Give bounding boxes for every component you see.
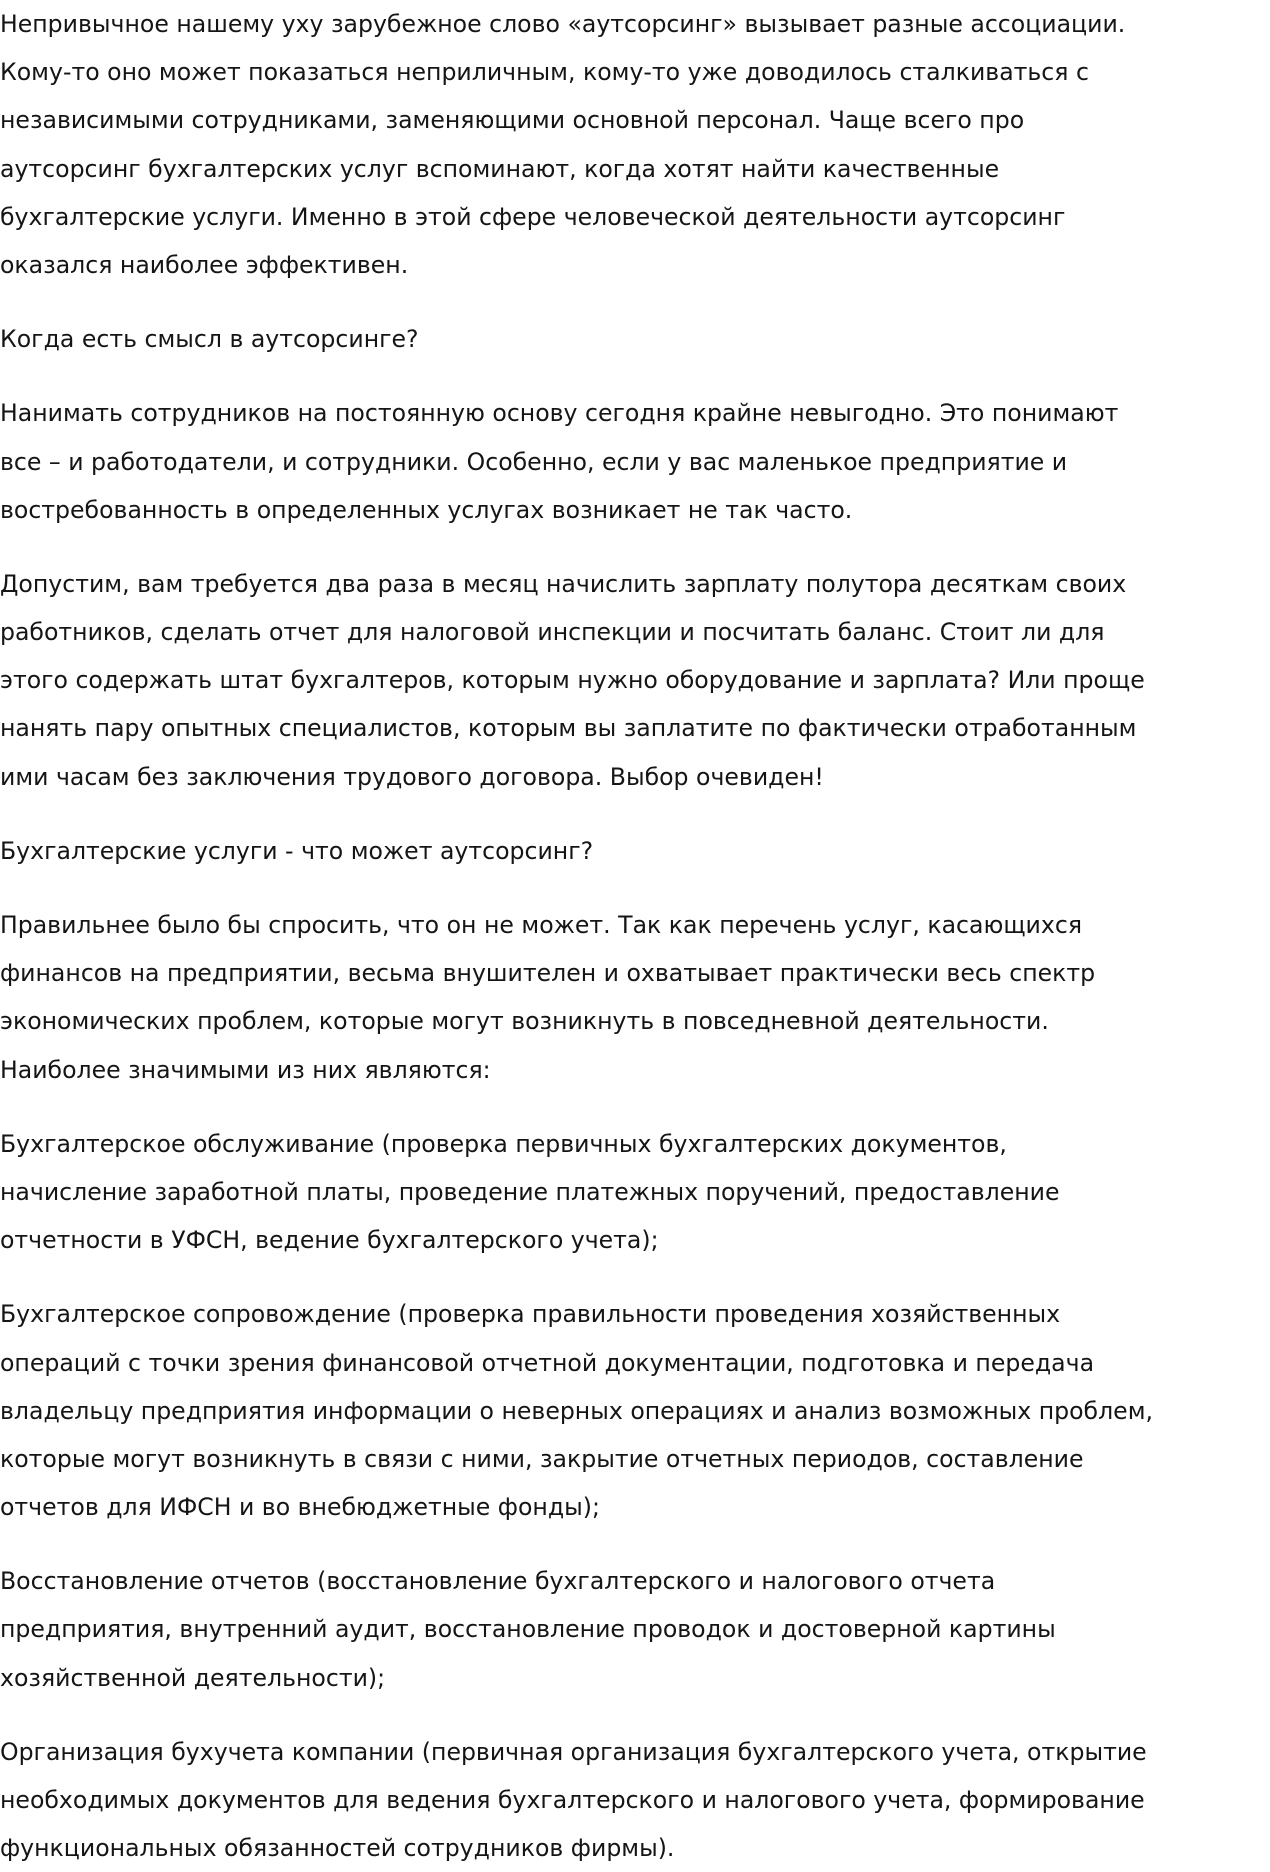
- heading-services: [0, 827, 1270, 875]
- list-item-report-recovery: [0, 1557, 1270, 1702]
- text-line: оказался наиболее эффективен.: [0, 250, 409, 279]
- text-line: предприятия, внутренний аудит, восстановление проводок и достоверной картины: [0, 1615, 1056, 1644]
- text-line: Бухгалтерское обслуживание (проверка первичных бухгалтерских документов,: [0, 1129, 1007, 1158]
- text-line: операций с точки зрения финансовой отчетной документации, подготовка и передача: [0, 1348, 1095, 1377]
- text-line: необходимых документов для ведения бухгалтерского и налогового учета, формирование: [0, 1786, 1145, 1814]
- heading-when-outsourcing: [0, 315, 1270, 363]
- text-line: Когда есть смысл в аутсорсинге?: [0, 325, 419, 354]
- paragraph-gap: [0, 1531, 1270, 1557]
- text-line: аутсорсинг бухгалтерских услуг вспоминают, когда хотят найти качественные: [0, 154, 1000, 183]
- text-line: функциональных обязанностей сотрудников фирмы).: [0, 1834, 675, 1863]
- paragraph-gap: [0, 1094, 1270, 1120]
- text-line: Правильнее было бы спросить, что он не может. Так как перечень услуг, касающихся: [0, 911, 1083, 939]
- list-item-accounting-service: [0, 1120, 1270, 1265]
- text-line: Наиболее значимыми из них являются:: [0, 1055, 491, 1084]
- text-line: востребованность в определенных услугах возникает не так часто.: [0, 495, 853, 524]
- text-line: все – и работодатели, и сотрудники. Особенно, если у вас маленькое предприятие и: [0, 447, 1068, 476]
- paragraph-gap: [0, 289, 1270, 315]
- text-line: начисление заработной платы, проведение платежных поручений, предоставление: [0, 1177, 1060, 1206]
- text-line: отчетов для ИФСН и во внебюджетные фонды);: [0, 1493, 600, 1522]
- text-line: этого содержать штат бухгалтеров, которым нужно оборудование и зарплата? Или проще: [0, 666, 1145, 695]
- text-line: Кому-то оно может показаться неприличным, кому-то уже доводилось сталкиваться с: [0, 58, 1089, 87]
- paragraph-services-intro: [0, 901, 1270, 1094]
- text-line: Организация бухучета компании (первичная организация бухгалтерского учета, открытие: [0, 1737, 1147, 1766]
- text-line: бухгалтерские услуги. Именно в этой сфере человеческой деятельности аутсорсинг: [0, 202, 1066, 231]
- text-line: отчетности в УФСН, ведение бухгалтерского учета);: [0, 1226, 659, 1255]
- text-line: экономических проблем, которые могут возникнуть в повседневной деятельности.: [0, 1007, 1049, 1036]
- paragraph-gap: [0, 801, 1270, 827]
- list-item-accounting-support: [0, 1290, 1270, 1531]
- text-line: Непривычное нашему уху зарубежное слово «аутсорсинг» вызывает разные ассоциации.: [0, 10, 1126, 38]
- paragraph-hiring: [0, 389, 1270, 534]
- paragraph-gap: [0, 1702, 1270, 1728]
- intro-paragraph: [0, 0, 1270, 289]
- text-line: Бухгалтерское сопровождение (проверка правильности проведения хозяйственных: [0, 1300, 1061, 1329]
- text-line: хозяйственной деятельности);: [0, 1663, 386, 1692]
- text-line: независимыми сотрудниками, заменяющими основной персонал. Чаще всего про: [0, 106, 1025, 135]
- text-line: которые могут возникнуть в связи с ними, закрытие отчетных периодов, составление: [0, 1444, 1084, 1473]
- text-line: нанять пару опытных специалистов, которым вы заплатите по фактически отработанным: [0, 714, 1137, 743]
- text-line: Нанимать сотрудников на постоянную основу сегодня крайне невыгодно. Это понимают: [0, 399, 1119, 428]
- paragraph-gap: [0, 534, 1270, 560]
- text-line: работников, сделать отчет для налоговой инспекции и посчитать баланс. Стоит ли для: [0, 618, 1105, 647]
- paragraph-gap: [0, 363, 1270, 389]
- text-line: Бухгалтерские услуги - что может аутсорсинг?: [0, 836, 594, 865]
- text-line: финансов на предприятии, весьма внушителен и охватывает практически весь спектр: [0, 959, 1096, 988]
- text-line: Допустим, вам требуется два раза в месяц начислить зарплату полутора десяткам своих: [0, 569, 1127, 598]
- text-line: Восстановление отчетов (восстановление бухгалтерского и налогового отчета: [0, 1567, 996, 1596]
- paragraph-gap: [0, 875, 1270, 901]
- text-line: ими часам без заключения трудового договора. Выбор очевиден!: [0, 762, 824, 791]
- text-line: владельцу предприятия информации о неверных операциях и анализ возможных проблем,: [0, 1396, 1153, 1425]
- list-item-organization: [0, 1728, 1270, 1872]
- paragraph-gap: [0, 1264, 1270, 1290]
- paragraph-example: [0, 560, 1270, 801]
